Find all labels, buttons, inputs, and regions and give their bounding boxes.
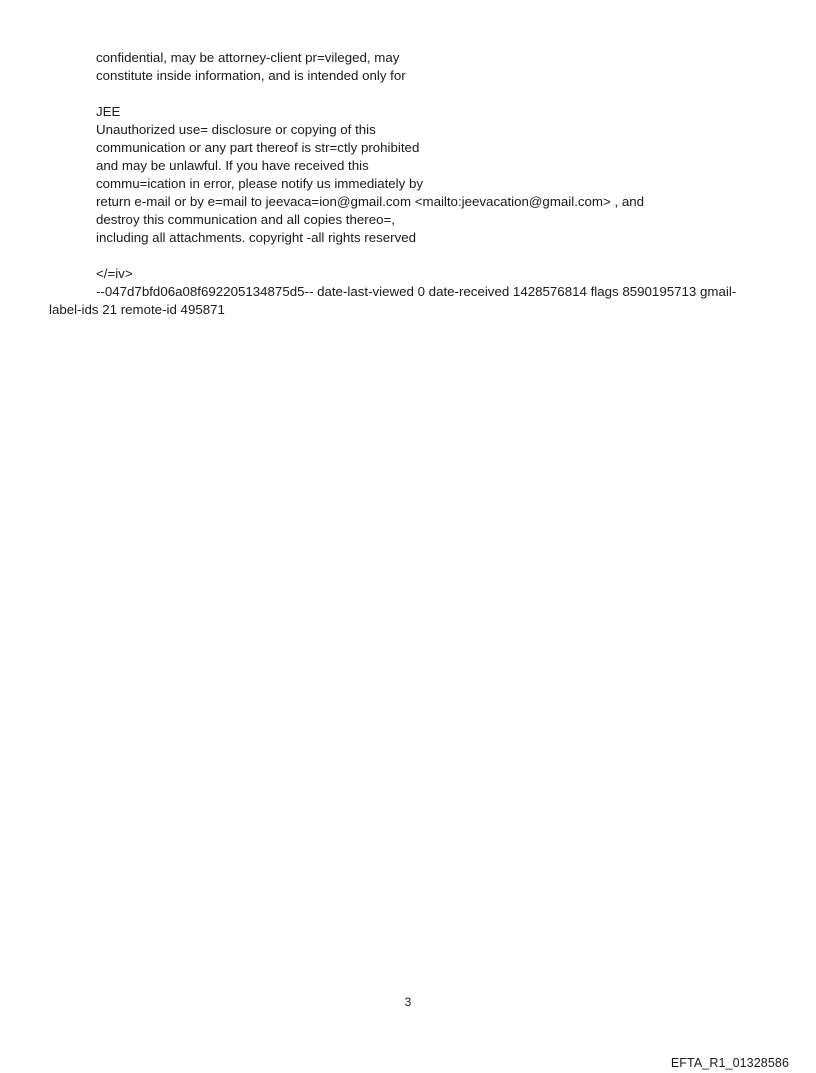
closing-tag-text: </=iv> [96,266,133,281]
page-number: 3 [404,995,412,1009]
text-line: confidential, may be attorney-client pr=vileged, may [96,50,400,65]
text-line: and may be unlawful. If you have received this [96,158,369,173]
boundary-line: --047d7bfd06a08f692205134875d5-- date-last-viewed 0 date-received 1428576814 flags 8590195713 gmail- [96,284,737,299]
text-line: Unauthorized use= disclosure or copying of this [96,122,376,137]
text-line: constitute inside information, and is intended only for [96,68,406,83]
text-line: return e-mail or by e=mail to jeevaca=ion@gmail.com <mailto:jeevacation@gmail.com> , and [96,194,645,209]
closing-tag [96,265,133,283]
bates-number: EFTA_R1_01328586 [670,1056,789,1070]
signature-name: JEE [96,104,121,119]
text-line: commu=ication in error, please notify us immediately by [96,176,424,191]
text-line: communication or any part thereof is str=ctly prohibited [96,140,420,155]
boundary-line-continued: label-ids 21 remote-id 495871 [49,302,225,317]
text-line: destroy this communication and all copies thereo=, [96,212,395,227]
text-line: including all attachments. copyright -all rights reserved [96,230,417,245]
mime-boundary-metadata [49,283,769,319]
signature-disclaimer [96,103,644,247]
confidentiality-notice [96,49,406,85]
